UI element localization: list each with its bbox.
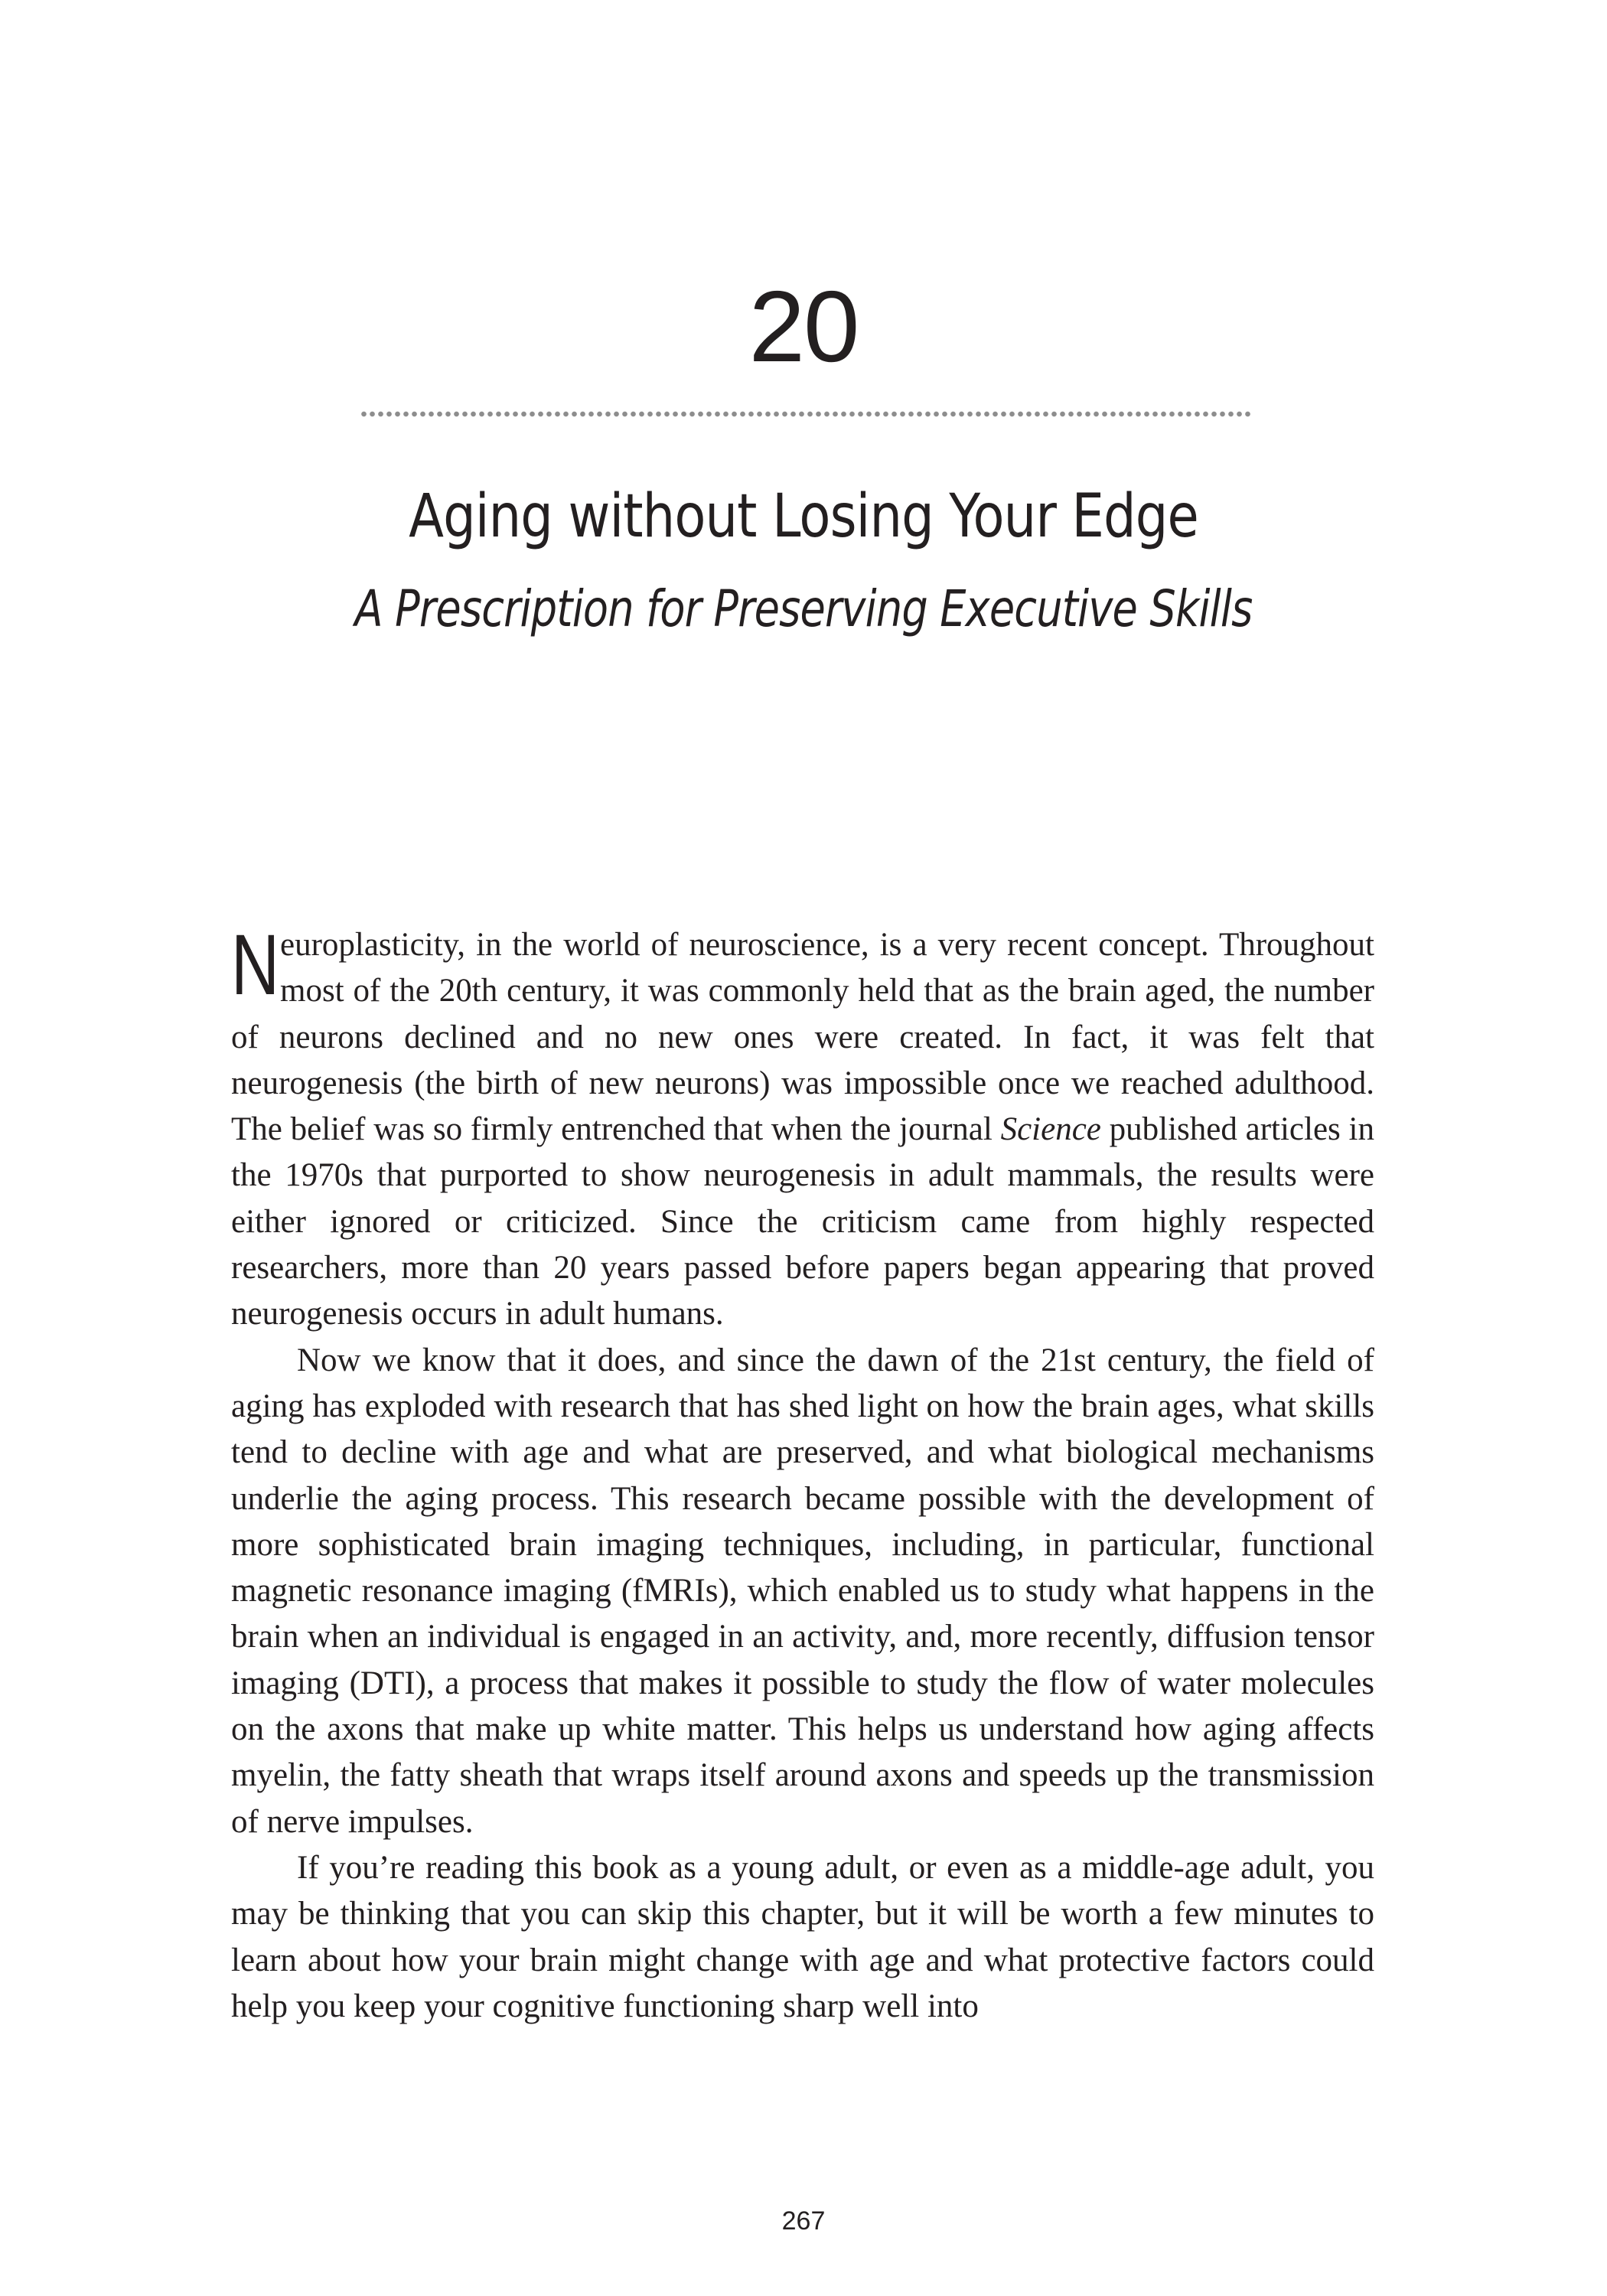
chapter-number: 20 [748,270,859,383]
journal-name-italic: Science [1000,1111,1101,1148]
paragraph-3: If you’re reading this book as a young adult, or even as a middle-age adult, you may be thinking that you can skip this chapter, but it will be worth a few minutes to learn about how your brain might change with age and what protective factors could help you keep your cognitive functioning sharp well into [231,1849,1374,2024]
paragraph-2: Now we know that it does, and since the dawn of the 21st century, the field of aging has exploded with research that has shed light on how the brain ages, what skills tend to decline with age and what are preserved, and what biological mechanisms underlie the aging process. This research became possible with the development of more sophisticated brain imaging techniques, including, in particular, functional magnetic resonance imaging (fMRIs), which enabled us to study what happens in the brain when an individual is engaged in an activity, and, more recently, diffusion tensor imaging (DTI), a process that makes it possible to study the flow of water molecules on the axons that make up white matter. This helps us understand how aging affects myelin, the fatty sheath that wraps itself around axons and speeds up the transmission of nerve impulses. [231,1342,1374,1840]
chapter-subtitle: A Prescription for Preserving Executive Skills [354,579,1253,638]
paragraph-1 [231,917,1374,1338]
drop-cap: N [231,917,280,1013]
page-number: 267 [781,2206,826,2236]
chapter-title: Aging without Losing Your Edge [409,482,1198,551]
dotted-divider [360,410,1253,418]
paragraph-1-text-b: published articles in the 1970s that purported to show neurogenesis in adult mammals, the results were either ignored or criticized. Since the criticism came from highly respected researchers, more than 20 years passed before papers began appearing that proved neurogenesis occurs in adult humans. [231,1111,1374,1332]
paragraph-1-text-a: europlasticity, in the world of neuroscience, is a very recent concept. Throughout most of the 20th century, it was commonly held that as the brain aged, the number of neurons declined and no new ones were created. In fact, it was felt that neurogenesis (the birth of new neurons) was impossible once we reached adulthood. The belief was so firmly entrenched that when the journal [231,927,1374,1148]
chapter-body [231,917,1374,2030]
